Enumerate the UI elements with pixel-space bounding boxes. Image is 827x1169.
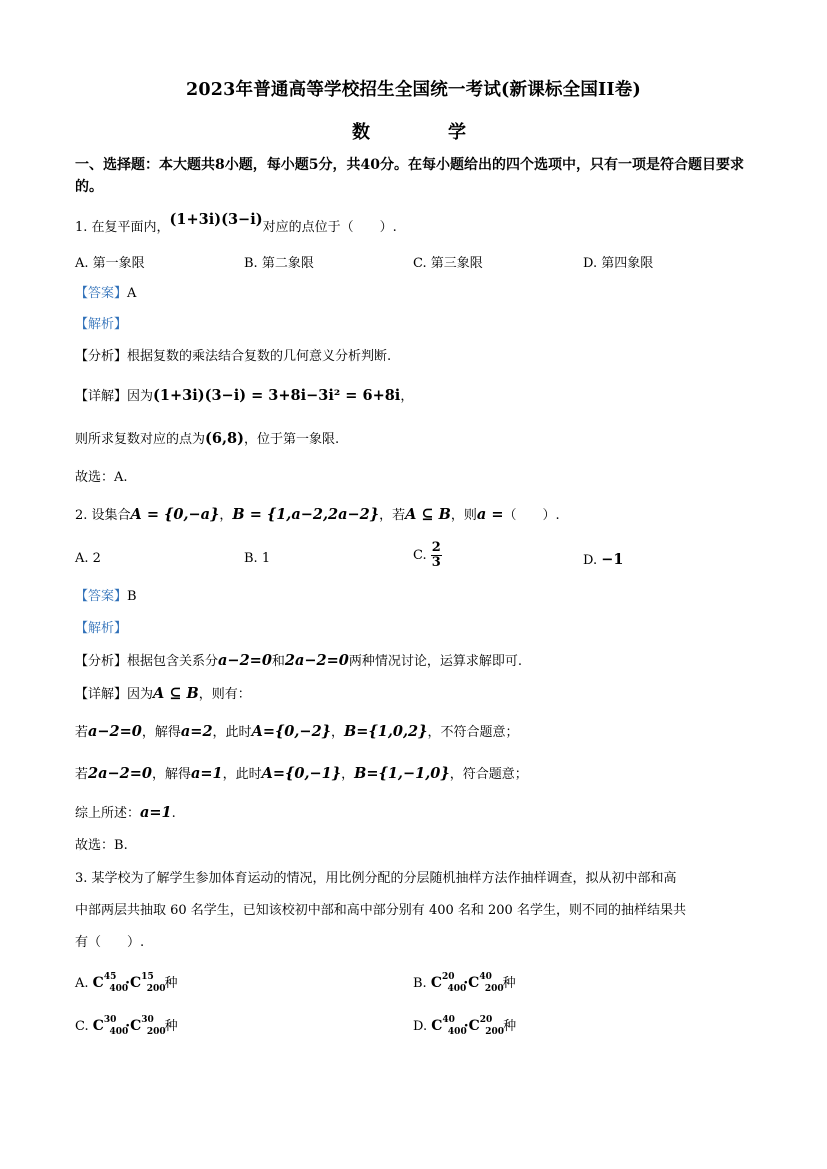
q2-mid: ，若 xyxy=(379,508,406,523)
q2-xj-pre: 因为 xyxy=(127,687,154,702)
q2-c2-eq: 2a−2=0 xyxy=(88,765,152,782)
q2-mid2: ，则 xyxy=(450,508,477,523)
q2-setA: A = {0,−a} xyxy=(130,506,220,523)
q3-option-b: B. $C^{20}_{400}\cdot C^{40}_{200}$种 xyxy=(413,972,516,994)
answer-label: 【答案】 xyxy=(75,286,128,301)
q3-option-d-label: D. xyxy=(413,1019,428,1034)
combo-sub: 400 xyxy=(447,983,467,994)
q1-analysis xyxy=(75,316,127,334)
q2-c1-m2: ，此时 xyxy=(212,725,252,740)
q2-choose xyxy=(75,837,128,855)
q1-option-d: D. 第四象限 xyxy=(583,256,654,271)
combo-sup: 30 xyxy=(141,1015,154,1026)
q2-c2-m3: ， xyxy=(341,767,355,782)
analysis-label: 【解析】 xyxy=(75,621,128,636)
q2-var: a = xyxy=(476,506,504,523)
q2-c1-val: a=2 xyxy=(180,723,213,740)
q2-fenxi-post: 两种情况讨论，运算求解即可. xyxy=(348,654,523,669)
q2-xj-post: ，则有： xyxy=(198,687,251,702)
q1-xj-pre: 因为 xyxy=(127,389,154,404)
q2-c1-eq: a−2=0 xyxy=(88,723,142,740)
q2-c1-m1: ，解得 xyxy=(141,725,181,740)
fenxi-label: 【分析】 xyxy=(75,349,128,364)
q1-xj-post: ， xyxy=(400,389,414,404)
q2-case-1 xyxy=(75,723,518,742)
q2-post: （ ）. xyxy=(503,508,560,523)
combo-sub: 400 xyxy=(447,1026,467,1037)
q2-pre: 2. 设集合 xyxy=(75,508,131,523)
q2-sum-pre: 综上所述： xyxy=(75,806,141,821)
combo-sup: 20 xyxy=(479,1015,493,1026)
fenxi-label: 【分析】 xyxy=(75,654,128,669)
q3-stem-line3: 有（ ）. xyxy=(75,935,145,950)
q1-stem xyxy=(75,211,397,237)
q2-sum-post: . xyxy=(171,806,176,821)
q2-option-c-numerator: 2 xyxy=(431,540,441,555)
q1-line2-post: ，位于第一象限. xyxy=(243,432,340,447)
q2-c2-val: a=1 xyxy=(191,765,223,782)
q2-fenxi-mid: 和 xyxy=(271,654,285,669)
q2-c2-m1: ，解得 xyxy=(151,767,191,782)
q1-choose xyxy=(75,469,128,487)
q2-c1-m3: ， xyxy=(331,725,345,740)
combo-sup: 15 xyxy=(141,972,154,983)
q1-expr: (1+3i)(3−i) xyxy=(169,211,263,228)
q1-xj-expr: (1+3i)(3−i) = 3+8i−3i² = 6+8i xyxy=(153,387,401,404)
page-title: 2023年普通高等学校招生全国统一考试(新课标全国II卷) xyxy=(186,80,641,100)
xiangjie-label: 【详解】 xyxy=(75,389,128,404)
guxuan-label: 故选： xyxy=(75,838,115,853)
q1-option-c: C. 第三象限 xyxy=(413,256,483,271)
combo-sup: 40 xyxy=(479,972,492,983)
q2-fenxi-e2: 2a−2=0 xyxy=(284,652,349,669)
q2-c2-post: ，符合题意； xyxy=(449,767,528,782)
q3-option-d-combo1: $C^{40}_{400}$ xyxy=(431,1015,467,1037)
q2-answer-value: B xyxy=(127,589,137,604)
q2-c1-post: ，不符合题意； xyxy=(427,725,519,740)
q3-unit: 种 xyxy=(164,1019,178,1034)
section-heading: 一、选择题：本大题共8小题，每小题5分，共40分。在每小题给出的四个选项中，只有一项是符合题目要求的。 xyxy=(75,157,744,195)
q2-option-c xyxy=(413,541,442,570)
analysis-label: 【解析】 xyxy=(75,317,128,332)
q2-fenxi-pre: 根据包含关系分 xyxy=(127,654,219,669)
guxuan-label: 故选： xyxy=(75,470,115,485)
q3-option-c: C. $C^{30}_{400}\cdot C^{30}_{200}$种 xyxy=(75,1015,178,1037)
combo-sup: 20 xyxy=(441,972,455,983)
combo-sub: 400 xyxy=(109,1026,129,1037)
q3-unit: 种 xyxy=(164,976,178,991)
q2-option-c-label: C. xyxy=(413,548,427,563)
q2-c1-pre: 若 xyxy=(75,725,89,740)
q1-fenxi-text: 根据复数的乘法结合复数的几何意义分析判断. xyxy=(127,349,392,364)
q2-option-a: A. 2 xyxy=(75,551,101,566)
q1-choose-value: A. xyxy=(114,470,128,485)
q1-option-a: A. 第一象限 xyxy=(75,256,145,271)
q2-option-d xyxy=(583,551,623,568)
q1-option-b: B. 第二象限 xyxy=(244,256,314,271)
xiangjie-label: 【详解】 xyxy=(75,687,128,702)
q2-setB: B = {1,a−2,2a−2} xyxy=(232,506,380,523)
subject-heading xyxy=(352,118,544,144)
q2-c1-setA: A={0,−2} xyxy=(251,723,331,740)
q3-option-a-combo1: $C^{45}_{400}$ xyxy=(92,972,129,994)
q3-option-a: A. $C^{45}_{400}\cdot C^{15}_{200}$种 xyxy=(75,972,178,994)
q2-option-c-fraction xyxy=(431,541,442,570)
q1-stem-pre: 1. 在复平面内， xyxy=(75,220,170,235)
q2-xiangjie xyxy=(75,685,251,704)
q2-option-b: B. 1 xyxy=(244,551,271,566)
q2-option-c-denominator: 3 xyxy=(431,555,441,570)
q2-analysis xyxy=(75,620,127,638)
q3-unit: 种 xyxy=(502,976,516,991)
q3-stem-line1: 3. 某学校为了解学生参加体育运动的情况，用比例分配的分层随机抽样方法作抽样调查，拟从初中部和高 xyxy=(75,871,677,886)
q2-c2-pre: 若 xyxy=(75,767,89,782)
combo-sub: 200 xyxy=(484,983,504,994)
combo-sup: 40 xyxy=(442,1015,455,1026)
q3-option-b-combo1: $C^{20}_{400}$ xyxy=(430,972,467,994)
q3-option-b-label: B. xyxy=(413,976,427,991)
q2-summary xyxy=(75,804,176,823)
q3-option-d: D. $C^{40}_{400}\cdot C^{20}_{200}$种 xyxy=(413,1015,517,1037)
subject-char-2: 学 xyxy=(448,122,466,143)
combo-sup: 45 xyxy=(103,972,117,983)
q1-answer xyxy=(75,285,136,303)
q2-option-d-label: D. xyxy=(583,553,598,568)
q2-choose-value: B. xyxy=(114,838,128,853)
q2-stem xyxy=(75,506,560,525)
q2-sum-eq: a=1 xyxy=(140,804,172,821)
q3-option-a-label: A. xyxy=(75,976,89,991)
q1-line2-expr: (6,8) xyxy=(205,430,244,447)
q1-conclusion xyxy=(75,430,339,449)
q3-stem-line2: 中部两层共抽取 60 名学生，已知该校初中部和高中部分别有 400 名和 200 名学生，则不同的抽样结果共 xyxy=(75,903,686,918)
combo-sub: 400 xyxy=(109,983,129,994)
q2-c2-setB: B={1,−1,0} xyxy=(354,765,450,782)
q2-cond: A ⊆ B xyxy=(405,506,451,523)
q1-xiangjie xyxy=(75,387,413,406)
q2-c2-setA: A={0,−1} xyxy=(261,765,342,782)
q1-fenxi xyxy=(75,348,391,366)
q2-fenxi-e1: a−2=0 xyxy=(218,652,272,669)
combo-sup: 30 xyxy=(103,1015,117,1026)
q2-c1-setB: B={1,0,2} xyxy=(344,723,428,740)
q2-case-2 xyxy=(75,765,528,784)
q3-unit: 种 xyxy=(503,1019,517,1034)
q1-stem-post: 对应的点位于（ ）. xyxy=(262,220,397,235)
q1-line2-pre: 则所求复数对应的点为 xyxy=(75,432,206,447)
subject-char-1: 数 xyxy=(352,122,370,143)
q2-xj-expr: A ⊆ B xyxy=(153,685,199,702)
q2-c2-m2: ，此时 xyxy=(222,767,262,782)
answer-label: 【答案】 xyxy=(75,589,128,604)
q2-fenxi xyxy=(75,652,522,671)
combo-sub: 200 xyxy=(146,1026,166,1037)
combo-sub: 200 xyxy=(146,983,166,994)
q1-answer-value: A xyxy=(127,286,137,301)
q2-answer xyxy=(75,588,137,606)
q3-option-c-label: C. xyxy=(75,1019,89,1034)
q2-sep1: ， xyxy=(219,508,233,523)
combo-sub: 200 xyxy=(485,1026,505,1037)
q2-option-d-value: −1 xyxy=(601,551,624,568)
q3-option-c-combo1: $C^{30}_{400}$ xyxy=(92,1015,129,1037)
